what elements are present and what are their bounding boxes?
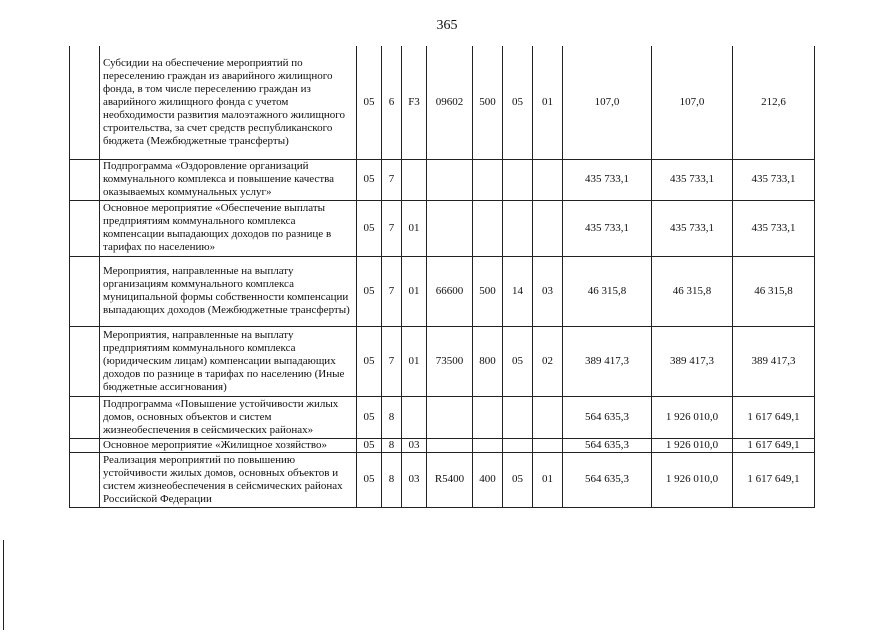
table-row (70, 396, 815, 438)
code-cell: 05 (503, 452, 533, 507)
table-row (70, 200, 815, 256)
code-cell: 05 (357, 326, 382, 396)
code-cell: 01 (402, 326, 427, 396)
scan-margin-line (3, 540, 4, 630)
code-cell: 7 (382, 256, 402, 326)
code-cell (533, 438, 563, 452)
code-cell: 05 (503, 46, 533, 159)
code-cell: 02 (533, 326, 563, 396)
row-blank-cell (70, 256, 100, 326)
amount-cell: 107,0 (563, 46, 652, 159)
code-cell (427, 396, 473, 438)
amount-cell: 389 417,3 (733, 326, 815, 396)
amount-cell: 1 617 649,1 (733, 396, 815, 438)
code-cell (533, 200, 563, 256)
code-cell: 8 (382, 452, 402, 507)
code-cell (473, 159, 503, 200)
code-cell: 400 (473, 452, 503, 507)
amount-cell: 1 617 649,1 (733, 452, 815, 507)
code-cell: F3 (402, 46, 427, 159)
code-cell: 7 (382, 200, 402, 256)
code-cell: 05 (357, 46, 382, 159)
code-cell (427, 438, 473, 452)
code-cell: 8 (382, 438, 402, 452)
code-cell (473, 438, 503, 452)
row-blank-cell (70, 438, 100, 452)
code-cell (533, 159, 563, 200)
budget-table (69, 46, 815, 508)
row-blank-cell (70, 326, 100, 396)
code-cell: 01 (402, 256, 427, 326)
amount-cell: 564 635,3 (563, 452, 652, 507)
amount-cell: 46 315,8 (563, 256, 652, 326)
table-row (70, 256, 815, 326)
row-name: Подпрограмма «Повышение устойчивости жилых домов, основных объектов и систем жизнеобеспечения в сейсмических районах» (100, 396, 357, 438)
code-cell: 01 (402, 200, 427, 256)
code-cell: 6 (382, 46, 402, 159)
amount-cell: 389 417,3 (652, 326, 733, 396)
code-cell: 66600 (427, 256, 473, 326)
code-cell: 800 (473, 326, 503, 396)
table-row (70, 159, 815, 200)
amount-cell: 564 635,3 (563, 396, 652, 438)
code-cell: 14 (503, 256, 533, 326)
row-name: Мероприятия, направленные на выплату организациям коммунального комплекса муниципальной формы собственности компенсации выпадающих доходов (Межбюджетные трансферты) (100, 256, 357, 326)
row-name: Мероприятия, направленные на выплату предприятиям коммунального комплекса (юридическим лицам) компенсации выпадающих доходов по разнице в тарифах по населению (Иные бюджетные ассигнования) (100, 326, 357, 396)
amount-cell: 564 635,3 (563, 438, 652, 452)
page-number: 365 (436, 18, 458, 33)
table-row (70, 46, 815, 159)
code-cell (503, 396, 533, 438)
code-cell: 05 (503, 326, 533, 396)
code-cell (533, 396, 563, 438)
code-cell: 05 (357, 438, 382, 452)
code-cell (427, 200, 473, 256)
row-blank-cell (70, 200, 100, 256)
row-name: Подпрограмма «Оздоровление организаций коммунального комплекса и повышение качества оказываемых коммунальных услуг» (100, 159, 357, 200)
code-cell: 73500 (427, 326, 473, 396)
code-cell: 05 (357, 396, 382, 438)
row-name: Реализация мероприятий по повышению устойчивости жилых домов, основных объектов и систем жизнеобеспечения в сейсмических районах Российской Федерации (100, 452, 357, 507)
code-cell (473, 396, 503, 438)
amount-cell: 435 733,1 (563, 200, 652, 256)
table-row (70, 326, 815, 396)
code-cell (503, 438, 533, 452)
amount-cell: 435 733,1 (733, 159, 815, 200)
code-cell: 7 (382, 326, 402, 396)
row-blank-cell (70, 46, 100, 159)
code-cell (473, 200, 503, 256)
table-row (70, 438, 815, 452)
amount-cell: 1 926 010,0 (652, 438, 733, 452)
code-cell: 03 (402, 452, 427, 507)
amount-cell: 46 315,8 (652, 256, 733, 326)
code-cell: 05 (357, 159, 382, 200)
row-name: Субсидии на обеспечение мероприятий по переселению граждан из аварийного жилищного фонда, в том числе переселению граждан из аварийного жилищного фонда с учетом необходимости развития малоэтажного жилищного строительства, за счет средств республиканского бюджета (Межбюджетные трансферты) (100, 46, 357, 159)
code-cell (427, 159, 473, 200)
code-cell: R5400 (427, 452, 473, 507)
row-blank-cell (70, 159, 100, 200)
amount-cell: 1 926 010,0 (652, 396, 733, 438)
amount-cell: 46 315,8 (733, 256, 815, 326)
amount-cell: 435 733,1 (652, 200, 733, 256)
amount-cell: 1 617 649,1 (733, 438, 815, 452)
amount-cell: 435 733,1 (733, 200, 815, 256)
row-name: Основное мероприятие «Жилищное хозяйство» (100, 438, 357, 452)
code-cell (402, 396, 427, 438)
code-cell: 01 (533, 46, 563, 159)
table-row (70, 452, 815, 507)
amount-cell: 435 733,1 (563, 159, 652, 200)
row-blank-cell (70, 396, 100, 438)
code-cell: 05 (357, 256, 382, 326)
row-blank-cell (70, 452, 100, 507)
code-cell: 8 (382, 396, 402, 438)
code-cell: 05 (357, 200, 382, 256)
code-cell: 500 (473, 256, 503, 326)
code-cell: 7 (382, 159, 402, 200)
amount-cell: 389 417,3 (563, 326, 652, 396)
code-cell (503, 200, 533, 256)
amount-cell: 1 926 010,0 (652, 452, 733, 507)
code-cell: 09602 (427, 46, 473, 159)
code-cell: 05 (357, 452, 382, 507)
code-cell (503, 159, 533, 200)
code-cell: 500 (473, 46, 503, 159)
code-cell (402, 159, 427, 200)
code-cell: 03 (402, 438, 427, 452)
code-cell: 01 (533, 452, 563, 507)
row-name: Основное мероприятие «Обеспечение выплаты предприятиям коммунального комплекса компенсации выпадающих доходов по разнице в тарифах по населению» (100, 200, 357, 256)
amount-cell: 435 733,1 (652, 159, 733, 200)
amount-cell: 212,6 (733, 46, 815, 159)
amount-cell: 107,0 (652, 46, 733, 159)
code-cell: 03 (533, 256, 563, 326)
